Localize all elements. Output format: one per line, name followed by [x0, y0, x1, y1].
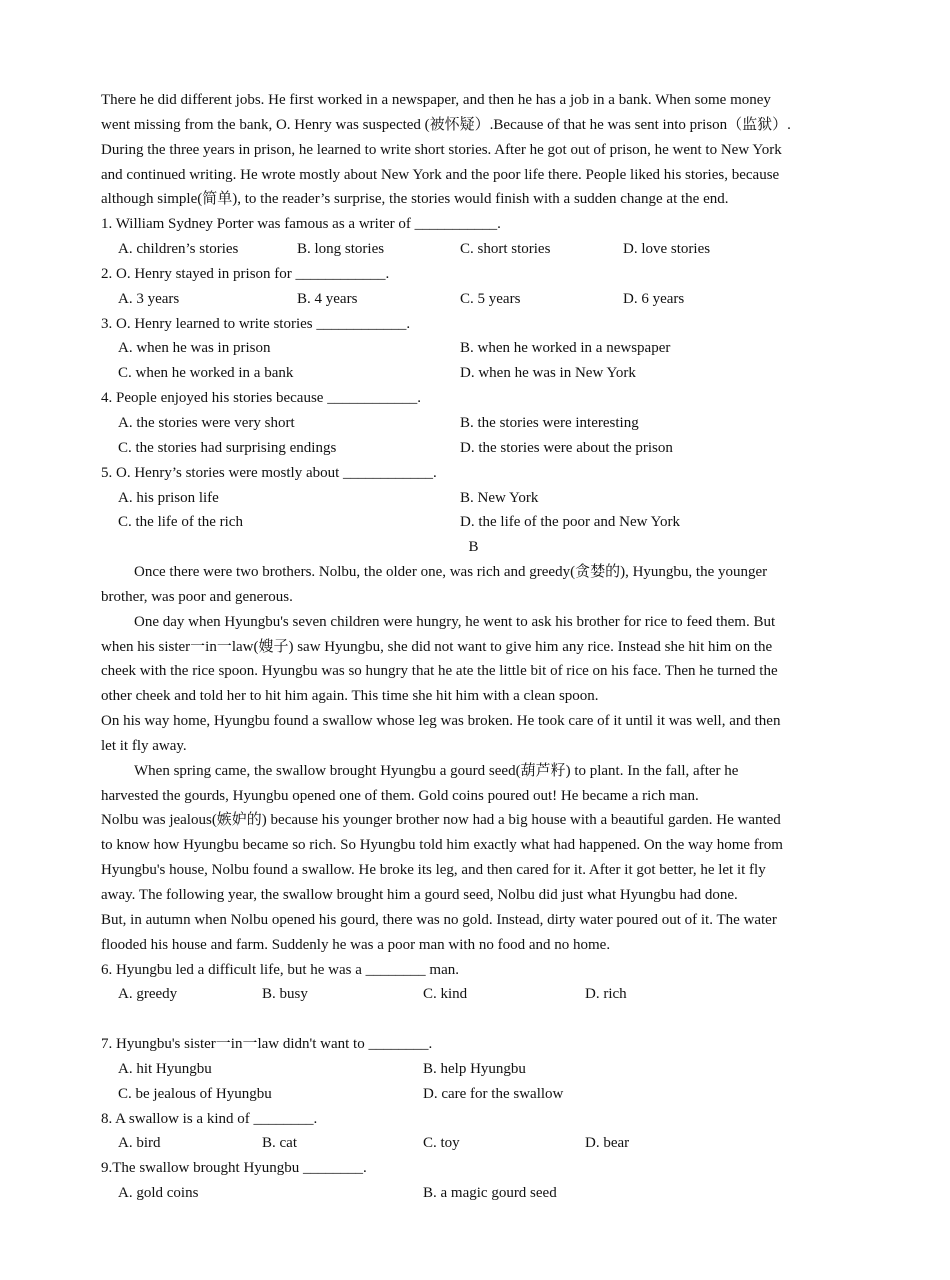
option-b: B. the stories were interesting [460, 414, 639, 431]
paragraph-line: flooded his house and farm. Suddenly he was a poor man with no food and no home. [101, 936, 611, 953]
paragraph-line: harvested the gourds, Hyungbu opened one of them. Gold coins poured out! He became a rich man. [101, 787, 699, 804]
paragraph-line: although simple(简单), to the reader’s surprise, the stories would finish with a sudden change at the end. [101, 191, 729, 208]
question-1: 1. William Sydney Porter was famous as a writer of ___________. [101, 216, 501, 233]
paragraph-line: and continued writing. He wrote mostly about New York and the poor life there. People liked his stories, because [101, 166, 780, 183]
option-b: B. busy [262, 986, 308, 1003]
option-d: D. when he was in New York [460, 365, 636, 382]
paragraph-line: away. The following year, the swallow brought him a gourd seed, Nolbu did just what Hyungbu had done. [101, 887, 738, 903]
paragraph-line: to know how Hyungbu became so rich. So Hyungbu told him exactly what had happened. On the way home from [101, 837, 783, 854]
blank-line [101, 1007, 846, 1032]
option-c: C. the life of the rich [118, 514, 243, 531]
options-row [101, 510, 846, 535]
options-row [101, 436, 846, 461]
option-c: C. kind [423, 986, 468, 1003]
option-b: B. 4 years [297, 290, 358, 307]
option-a: A. 3 years [118, 290, 180, 307]
question-9: 9.The swallow brought Hyungbu ________. [101, 1160, 367, 1177]
option-a: A. gold coins [118, 1185, 199, 1202]
option-a: A. bird [118, 1135, 161, 1152]
option-c: C. the stories had surprising endings [118, 439, 337, 456]
options-row [101, 336, 846, 361]
option-d: D. the life of the poor and New York [460, 514, 680, 531]
paragraph-line: Nolbu was jealous(嫉妒的) because his younger brother now had a big house with a beautiful garden. He wanted [101, 812, 781, 829]
option-d: D. rich [585, 986, 627, 1003]
paragraph-line: Hyungbu's house, Nolbu found a swallow. He broke its leg, and then cared for it. After it got better, he let it fly [101, 862, 766, 879]
paragraph-line: when his sister一in一law(嫂子) saw Hyungbu, she did not want to give him any rice. Instead she hit him on the [101, 638, 773, 655]
option-a: A. greedy [118, 986, 178, 1003]
question-8: 8. A swallow is a kind of ________. [101, 1110, 318, 1127]
options-row [101, 1181, 846, 1206]
question-7: 7. Hyungbu's sister一in一law didn't want to ________. [101, 1036, 433, 1053]
document-page [101, 88, 846, 1206]
paragraph-line: other cheek and told her to hit him again. This time she hit him with a clean spoon. [101, 688, 599, 705]
options-row [101, 287, 846, 312]
question-2: 2. O. Henry stayed in prison for ____________. [101, 265, 390, 282]
option-b: B. New York [460, 489, 539, 506]
paragraph-line: But, in autumn when Nolbu opened his gourd, there was no gold. Instead, dirty water poured out of it. The water [101, 911, 777, 928]
paragraph-line: One day when Hyungbu's seven children were hungry, he went to ask his brother for rice to feed them. But [134, 613, 776, 630]
option-b: B. when he worked in a newspaper [460, 340, 671, 357]
options-row [101, 237, 846, 262]
options-row [101, 1082, 846, 1107]
questions-b [101, 958, 846, 1206]
section-b-heading: B [468, 539, 479, 556]
option-c: C. short stories [460, 241, 551, 258]
option-b: B. cat [262, 1135, 297, 1152]
option-c: C. 5 years [460, 290, 521, 307]
option-b: B. long stories [297, 241, 385, 258]
passage-a-tail [101, 88, 846, 212]
paragraph-line: brother, was poor and generous. [101, 588, 293, 605]
option-c: C. be jealous of Hyungbu [118, 1085, 272, 1102]
option-b: B. a magic gourd seed [423, 1185, 557, 1202]
option-b: B. help Hyungbu [423, 1060, 526, 1077]
option-c: C. when he worked in a bank [118, 365, 294, 382]
options-row [101, 982, 846, 1007]
option-a: A. when he was in prison [118, 340, 271, 357]
paragraph-line: Once there were two brothers. Nolbu, the older one, was rich and greedy(贪婪的), Hyungbu, the younger [134, 564, 768, 581]
options-row [101, 411, 846, 436]
option-d: D. bear [585, 1135, 630, 1152]
option-d: D. the stories were about the prison [460, 439, 673, 456]
question-5: 5. O. Henry’s stories were mostly about ____________. [101, 464, 437, 481]
option-a: A. his prison life [118, 489, 219, 506]
paragraph-line: let it fly away. [101, 737, 187, 754]
options-row [101, 1057, 846, 1082]
paragraph-line: There he did different jobs. He first worked in a newspaper, and then he has a job in a bank. When some money [101, 92, 771, 108]
options-row [101, 1131, 846, 1156]
question-6: 6. Hyungbu led a difficult life, but he was a ________ man. [101, 961, 459, 978]
paragraph-line: On his way home, Hyungbu found a swallow whose leg was broken. He took care of it until it was well, and then [101, 713, 781, 730]
option-a: A. hit Hyungbu [118, 1060, 212, 1077]
question-4: 4. People enjoyed his stories because ____________. [101, 390, 421, 407]
option-a: A. children’s stories [118, 241, 239, 258]
paragraph-line: cheek with the rice spoon. Hyungbu was so hungry that he ate the little bit of rice on his face. Then he turned the [101, 663, 778, 680]
option-d: D. care for the swallow [423, 1085, 564, 1102]
options-row [101, 361, 846, 386]
paragraph-line: During the three years in prison, he learned to write short stories. After he got out of prison, he went to New York [101, 141, 782, 158]
paragraph-line: went missing from the bank, O. Henry was suspected (被怀疑）.Because of that he was sent into prison（监狱）. [101, 116, 791, 133]
options-row [101, 486, 846, 511]
option-c: C. toy [423, 1135, 460, 1152]
questions-a [101, 212, 846, 535]
option-a: A. the stories were very short [118, 414, 295, 431]
option-d: D. love stories [623, 241, 711, 258]
option-d: D. 6 years [623, 290, 685, 307]
passage-b [101, 560, 846, 958]
paragraph-line: When spring came, the swallow brought Hyungbu a gourd seed(葫芦籽) to plant. In the fall, after he [134, 762, 739, 779]
question-3: 3. O. Henry learned to write stories ____________. [101, 315, 411, 332]
